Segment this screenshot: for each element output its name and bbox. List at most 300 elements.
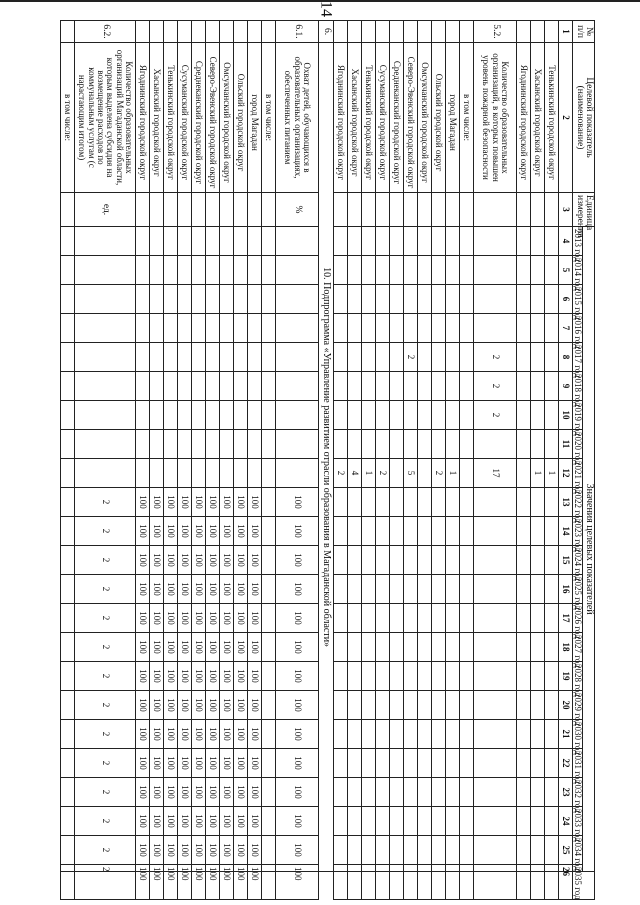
value-cell: 100: [276, 691, 319, 720]
value-cell: 100: [206, 517, 220, 546]
value-cell: [446, 691, 460, 720]
value-cell: [390, 691, 404, 720]
indicator-name: Северо-Эвенский городской округ: [404, 43, 418, 193]
value-cell: [348, 343, 362, 372]
table-row: [545, 21, 559, 900]
value-cell: [545, 691, 559, 720]
value-cell: [206, 430, 220, 459]
value-cell: 100: [276, 604, 319, 633]
value-cell: 100: [192, 836, 206, 865]
value-cell: [262, 807, 276, 836]
value-cell: [262, 488, 276, 517]
value-cell: 100: [150, 575, 164, 604]
value-cell: [418, 488, 432, 517]
value-cell: [404, 372, 418, 401]
value-cell: [460, 343, 474, 372]
value-cell: [75, 459, 136, 488]
value-cell: 100: [220, 662, 234, 691]
value-cell: [474, 227, 517, 256]
value-cell: [390, 575, 404, 604]
value-cell: [376, 285, 390, 314]
value-cell: [390, 227, 404, 256]
value-cell: [234, 401, 248, 430]
value-cell: 100: [248, 575, 262, 604]
column-number: 4: [559, 227, 573, 256]
column-number: 1: [559, 21, 573, 43]
header-unit: Единица измерения: [573, 193, 595, 227]
value-cell: [362, 546, 376, 575]
value-cell: [334, 546, 348, 575]
value-cell: [474, 778, 517, 807]
value-cell: 100: [178, 633, 192, 662]
value-cell: [262, 604, 276, 633]
value-cell: 100: [178, 691, 192, 720]
value-cell: [531, 546, 545, 575]
rotated-table-wrapper: [63, 20, 595, 900]
value-cell: [517, 575, 531, 604]
value-cell: [545, 575, 559, 604]
column-number: 10: [559, 401, 573, 430]
value-cell: 100: [150, 720, 164, 749]
value-cell: [178, 256, 192, 285]
value-cell: [376, 836, 390, 865]
value-cell: [136, 372, 150, 401]
value-cell: 100: [248, 517, 262, 546]
row-number: [220, 21, 234, 43]
value-cell: [531, 807, 545, 836]
value-cell: [348, 662, 362, 691]
value-cell: [517, 720, 531, 749]
value-cell: [531, 575, 545, 604]
value-cell: [390, 372, 404, 401]
value-cell: [334, 778, 348, 807]
value-cell: 2: [75, 662, 136, 691]
row-number: 6.1.: [276, 21, 319, 43]
value-cell: [334, 227, 348, 256]
value-cell: 100: [136, 865, 150, 872]
value-cell: [474, 575, 517, 604]
value-cell: [61, 401, 75, 430]
unit-cell: [248, 193, 262, 227]
value-cell: [61, 778, 75, 807]
row-spacer: [531, 872, 545, 900]
value-cell: [531, 314, 545, 343]
unit-cell: [432, 193, 446, 227]
value-cell: [418, 343, 432, 372]
table-row: [460, 21, 474, 900]
value-cell: [61, 256, 75, 285]
value-cell: 100: [248, 662, 262, 691]
row-number: [404, 21, 418, 43]
value-cell: [248, 256, 262, 285]
value-cell: [531, 662, 545, 691]
value-cell: [432, 575, 446, 604]
value-cell: [178, 314, 192, 343]
header-year: 2018 год: [573, 372, 583, 401]
value-cell: [474, 720, 517, 749]
value-cell: [164, 256, 178, 285]
value-cell: 100: [206, 778, 220, 807]
indicator-name: Количество образовательных организаций Магаданской области, которым выделена субсидия на возмещение расходов по коммунальным услугам (с нарастающим итогом): [75, 43, 136, 193]
value-cell: [334, 517, 348, 546]
value-cell: [376, 720, 390, 749]
value-cell: 100: [150, 604, 164, 633]
table-row: [178, 21, 192, 900]
unit-cell: [348, 193, 362, 227]
value-cell: [545, 633, 559, 662]
unit-cell: [61, 193, 75, 227]
value-cell: [446, 720, 460, 749]
value-cell: [531, 836, 545, 865]
value-cell: 100: [276, 720, 319, 749]
column-number: 15: [559, 546, 573, 575]
header-year: 2021 год: [573, 459, 583, 488]
value-cell: [545, 314, 559, 343]
value-cell: [75, 343, 136, 372]
value-cell: [334, 691, 348, 720]
value-cell: [545, 865, 559, 872]
value-cell: [474, 865, 517, 872]
value-cell: 100: [192, 720, 206, 749]
value-cell: 100: [234, 633, 248, 662]
value-cell: [334, 807, 348, 836]
value-cell: [262, 517, 276, 546]
indicator-name: Сусуманский городской округ: [376, 43, 390, 193]
value-cell: 2: [376, 459, 390, 488]
value-cell: 2: [75, 633, 136, 662]
value-cell: [432, 691, 446, 720]
indicator-name: Хасынский городской округ: [150, 43, 164, 193]
value-cell: [460, 459, 474, 488]
value-cell: [531, 517, 545, 546]
value-cell: [376, 749, 390, 778]
value-cell: [545, 517, 559, 546]
value-cell: [362, 517, 376, 546]
row-spacer: [390, 872, 404, 900]
value-cell: 100: [206, 749, 220, 778]
value-cell: [248, 430, 262, 459]
value-cell: 100: [164, 865, 178, 872]
value-cell: [517, 691, 531, 720]
value-cell: 2: [75, 720, 136, 749]
value-cell: 100: [164, 488, 178, 517]
value-cell: [517, 430, 531, 459]
indicator-name: Тенькинский городской округ: [362, 43, 376, 193]
value-cell: [234, 343, 248, 372]
value-cell: 100: [276, 749, 319, 778]
value-cell: [376, 227, 390, 256]
value-cell: [390, 546, 404, 575]
value-cell: [531, 401, 545, 430]
value-cell: [432, 314, 446, 343]
value-cell: 100: [164, 836, 178, 865]
indicator-name: Среднеканский городской округ: [390, 43, 404, 193]
value-cell: [164, 401, 178, 430]
value-cell: [61, 517, 75, 546]
indicator-name: в том числе:: [262, 43, 276, 193]
value-cell: 100: [136, 662, 150, 691]
value-cell: [460, 778, 474, 807]
value-cell: [234, 430, 248, 459]
row-spacer: [334, 872, 348, 900]
row-spacer: [362, 872, 376, 900]
value-cell: [248, 372, 262, 401]
column-number: 3: [559, 193, 573, 227]
value-cell: [262, 575, 276, 604]
value-cell: [460, 749, 474, 778]
value-cell: [446, 285, 460, 314]
row-spacer: [432, 872, 446, 900]
value-cell: [390, 836, 404, 865]
value-cell: 2: [75, 749, 136, 778]
value-cell: [517, 546, 531, 575]
value-cell: [432, 807, 446, 836]
column-number: 19: [559, 662, 573, 691]
value-cell: 100: [248, 749, 262, 778]
value-cell: 100: [178, 836, 192, 865]
value-cell: [262, 662, 276, 691]
value-cell: [460, 314, 474, 343]
value-cell: [348, 372, 362, 401]
value-cell: [334, 720, 348, 749]
value-cell: 2: [474, 401, 517, 430]
column-number: 22: [559, 749, 573, 778]
value-cell: [348, 836, 362, 865]
value-cell: [418, 459, 432, 488]
value-cell: 100: [234, 691, 248, 720]
header-year: 2032 год: [573, 778, 583, 807]
table-row: [418, 21, 432, 900]
value-cell: [61, 691, 75, 720]
value-cell: [446, 662, 460, 691]
unit-cell: [334, 193, 348, 227]
value-cell: 100: [150, 778, 164, 807]
value-cell: [474, 836, 517, 865]
value-cell: [276, 459, 319, 488]
value-cell: [262, 836, 276, 865]
value-cell: 100: [136, 807, 150, 836]
value-cell: 100: [192, 575, 206, 604]
column-number: 18: [559, 633, 573, 662]
value-cell: [376, 256, 390, 285]
value-cell: [61, 633, 75, 662]
unit-cell: [362, 193, 376, 227]
indicator-name: Сусуманский городской округ: [178, 43, 192, 193]
indicator-name: Количество образовательных организаций, в которых повышен уровень пожарной безопасности: [474, 43, 517, 193]
value-cell: [248, 227, 262, 256]
table-row: [390, 21, 404, 900]
value-cell: [432, 227, 446, 256]
value-cell: [390, 604, 404, 633]
value-cell: [262, 691, 276, 720]
value-cell: 100: [234, 575, 248, 604]
value-cell: [404, 256, 418, 285]
value-cell: [234, 459, 248, 488]
value-cell: [262, 372, 276, 401]
value-cell: [474, 285, 517, 314]
value-cell: [531, 343, 545, 372]
value-cell: [390, 662, 404, 691]
value-cell: [446, 865, 460, 872]
value-cell: [362, 836, 376, 865]
value-cell: [348, 749, 362, 778]
row-number: [390, 21, 404, 43]
value-cell: [545, 372, 559, 401]
value-cell: [192, 401, 206, 430]
value-cell: [362, 401, 376, 430]
value-cell: [262, 256, 276, 285]
value-cell: [545, 430, 559, 459]
value-cell: [348, 256, 362, 285]
row-number: [248, 21, 262, 43]
value-cell: 100: [234, 488, 248, 517]
value-cell: 100: [206, 488, 220, 517]
header-year: 2023 год: [573, 517, 583, 546]
value-cell: [474, 517, 517, 546]
value-cell: 100: [220, 807, 234, 836]
value-cell: [390, 285, 404, 314]
value-cell: [531, 227, 545, 256]
value-cell: [262, 459, 276, 488]
value-cell: [418, 372, 432, 401]
value-cell: 2: [404, 343, 418, 372]
value-cell: 100: [248, 546, 262, 575]
value-cell: [404, 778, 418, 807]
value-cell: [362, 633, 376, 662]
indicator-name: город Магадан: [446, 43, 460, 193]
value-cell: [376, 343, 390, 372]
value-cell: [376, 865, 390, 872]
unit-cell: [460, 193, 474, 227]
value-cell: [61, 749, 75, 778]
value-cell: [460, 517, 474, 546]
value-cell: [545, 778, 559, 807]
value-cell: [545, 604, 559, 633]
value-cell: [234, 372, 248, 401]
value-cell: [460, 227, 474, 256]
value-cell: 100: [136, 633, 150, 662]
value-cell: [418, 749, 432, 778]
value-cell: 100: [192, 633, 206, 662]
value-cell: [531, 256, 545, 285]
row-number: [334, 21, 348, 43]
value-cell: [446, 546, 460, 575]
value-cell: [61, 285, 75, 314]
value-cell: 4: [348, 459, 362, 488]
value-cell: [362, 314, 376, 343]
value-cell: [404, 227, 418, 256]
indicator-name: Ягоднинский городской округ: [517, 43, 531, 193]
header-year: 2014 год: [573, 256, 583, 285]
value-cell: [164, 314, 178, 343]
value-cell: [348, 575, 362, 604]
header-year: 2024 год: [573, 546, 583, 575]
value-cell: 100: [150, 546, 164, 575]
value-cell: [517, 662, 531, 691]
value-cell: [362, 227, 376, 256]
value-cell: [136, 459, 150, 488]
value-cell: [220, 401, 234, 430]
value-cell: [531, 691, 545, 720]
row-number: [61, 21, 75, 43]
value-cell: [376, 430, 390, 459]
row-number: [164, 21, 178, 43]
value-cell: [432, 430, 446, 459]
value-cell: 100: [248, 488, 262, 517]
section-row: [319, 21, 334, 900]
column-number: 21: [559, 720, 573, 749]
indicator-name: Тенькинский городской округ: [545, 43, 559, 193]
value-cell: 100: [164, 691, 178, 720]
indicator-name: Ольский городской округ: [234, 43, 248, 193]
value-cell: 2: [75, 604, 136, 633]
value-cell: [517, 343, 531, 372]
value-cell: [262, 430, 276, 459]
value-cell: 100: [136, 604, 150, 633]
value-cell: [334, 256, 348, 285]
value-cell: [348, 285, 362, 314]
value-cell: [206, 372, 220, 401]
value-cell: 100: [220, 546, 234, 575]
value-cell: 100: [276, 807, 319, 836]
value-cell: [334, 430, 348, 459]
value-cell: [404, 691, 418, 720]
value-cell: 100: [248, 633, 262, 662]
value-cell: [334, 314, 348, 343]
target-indicators-table: [60, 20, 595, 900]
header-year: 2016 год: [573, 314, 583, 343]
value-cell: [418, 720, 432, 749]
value-cell: 100: [136, 575, 150, 604]
value-cell: [234, 256, 248, 285]
value-cell: [390, 314, 404, 343]
row-number: [262, 21, 276, 43]
value-cell: [474, 488, 517, 517]
value-cell: 100: [136, 488, 150, 517]
value-cell: [348, 546, 362, 575]
indicator-name: Охват детей, обучающихся в образовательных организациях, обеспеченных питанием: [276, 43, 319, 193]
value-cell: [192, 256, 206, 285]
value-cell: [390, 430, 404, 459]
value-cell: [61, 343, 75, 372]
value-cell: [136, 401, 150, 430]
value-cell: [164, 459, 178, 488]
column-number: 7: [559, 314, 573, 343]
value-cell: 100: [192, 546, 206, 575]
value-cell: [390, 865, 404, 872]
value-cell: [262, 546, 276, 575]
value-cell: [376, 575, 390, 604]
value-cell: [234, 314, 248, 343]
value-cell: 2: [75, 517, 136, 546]
value-cell: [262, 314, 276, 343]
row-spacer: [376, 872, 390, 900]
value-cell: [474, 430, 517, 459]
value-cell: [432, 372, 446, 401]
row-number: 6.2.: [75, 21, 136, 43]
value-cell: [150, 285, 164, 314]
unit-cell: [136, 193, 150, 227]
value-cell: 100: [178, 546, 192, 575]
value-cell: [362, 430, 376, 459]
column-number: 24: [559, 807, 573, 836]
value-cell: [362, 807, 376, 836]
value-cell: 100: [276, 836, 319, 865]
value-cell: 100: [150, 488, 164, 517]
value-cell: 100: [276, 662, 319, 691]
value-cell: 100: [178, 778, 192, 807]
value-cell: [164, 343, 178, 372]
